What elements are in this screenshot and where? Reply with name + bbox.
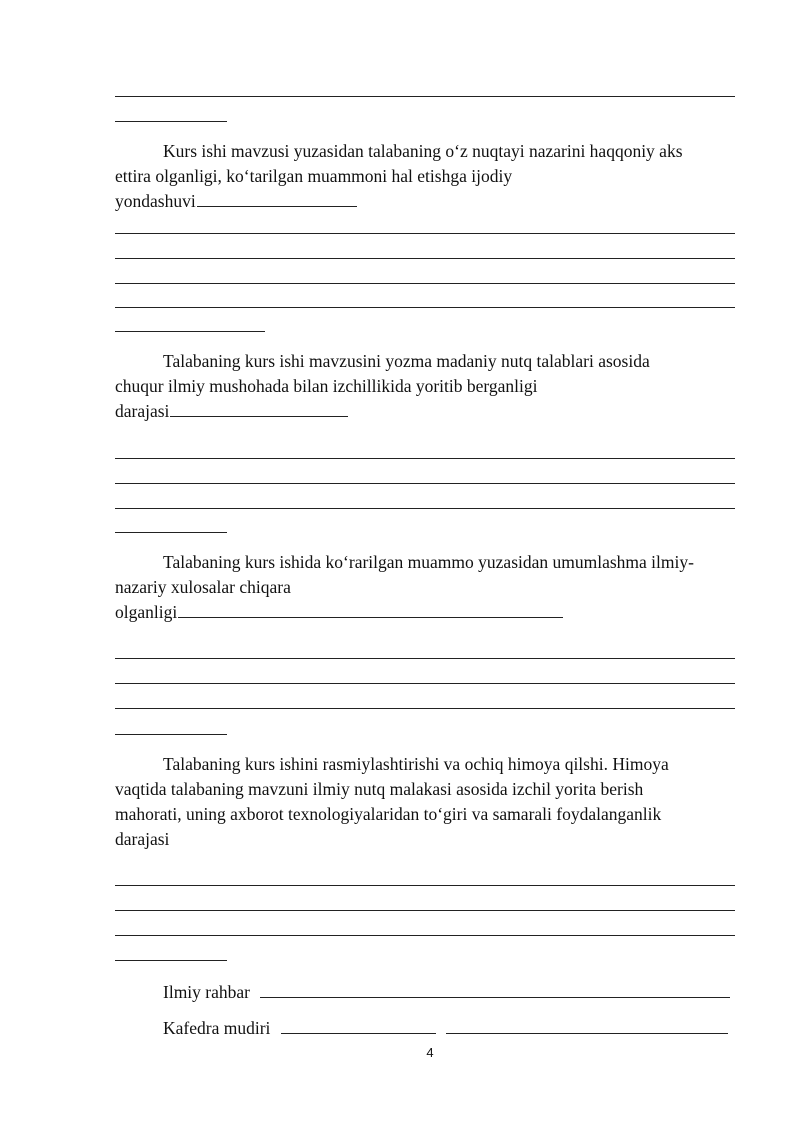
paragraph-line: ettira olganligi, ko‘tarilgan muammoni hal etishga ijodiy (115, 166, 513, 186)
paragraph-line: mahorati, uning axborot texnologiyalaridan to‘giri va samarali foydalanganlik (115, 804, 662, 824)
answer-line (115, 935, 735, 936)
paragraph-line: Talabaning kurs ishini rasmiylashtirishi va ochiq himoya qilshi. Himoya (163, 754, 669, 774)
supervisor-label: Ilmiy rahbar (163, 982, 250, 1002)
answer-line (115, 910, 735, 911)
answer-line (115, 683, 735, 684)
paragraph-line: olganligi (115, 602, 178, 622)
page-number: 4 (426, 1045, 434, 1060)
head-name-field[interactable] (446, 1019, 728, 1034)
paragraph-line: Talabaning kurs ishi mavzusini yozma madaniy nutq talablari asosida (163, 351, 650, 371)
answer-line (115, 233, 735, 234)
criterion-paragraph-2 (115, 349, 740, 424)
paragraph-line: chuqur ilmiy mushohada bilan izchillikida yoritib berganligi (115, 376, 538, 396)
fill-blank[interactable] (178, 603, 563, 618)
head-signature-field[interactable] (281, 1019, 436, 1034)
criterion-paragraph-4 (115, 752, 740, 852)
paragraph-line: darajasi (115, 401, 170, 421)
fill-blank[interactable] (197, 192, 357, 207)
answer-line (115, 658, 735, 659)
answer-line (115, 885, 735, 886)
paragraph-line: nazariy xulosalar chiqara (115, 577, 291, 597)
answer-line (115, 96, 735, 97)
supervisor-signature-field[interactable] (260, 983, 730, 998)
answer-line (115, 483, 735, 484)
paragraph-line: Talabaning kurs ishida ko‘rarilgan muammo yuzasidan umumlashma ilmiy- (163, 552, 694, 572)
fill-blank[interactable] (170, 402, 348, 417)
paragraph-line: Kurs ishi mavzusi yuzasidan talabaning o‘z nuqtayi nazarini haqqoniy aks (163, 141, 683, 161)
answer-line-short (115, 960, 227, 961)
answer-line-short (115, 331, 265, 332)
criterion-paragraph-3 (115, 550, 740, 625)
answer-line (115, 283, 735, 284)
answer-line (115, 307, 735, 308)
supervisor-signature-row (163, 980, 730, 1004)
answer-line (115, 458, 735, 459)
answer-line (115, 708, 735, 709)
paragraph-line: darajasi (115, 829, 170, 849)
paragraph-line: yondashuvi (115, 191, 196, 211)
answer-line-short (115, 532, 227, 533)
criterion-paragraph-1 (115, 139, 740, 214)
answer-line (115, 258, 735, 259)
answer-line (115, 508, 735, 509)
head-signature-row (163, 1016, 728, 1040)
head-of-department-label: Kafedra mudiri (163, 1018, 271, 1038)
answer-line-short (115, 121, 227, 122)
paragraph-line: vaqtida talabaning mavzuni ilmiy nutq malakasi asosida izchil yorita berish (115, 779, 644, 799)
answer-line-short (115, 734, 227, 735)
